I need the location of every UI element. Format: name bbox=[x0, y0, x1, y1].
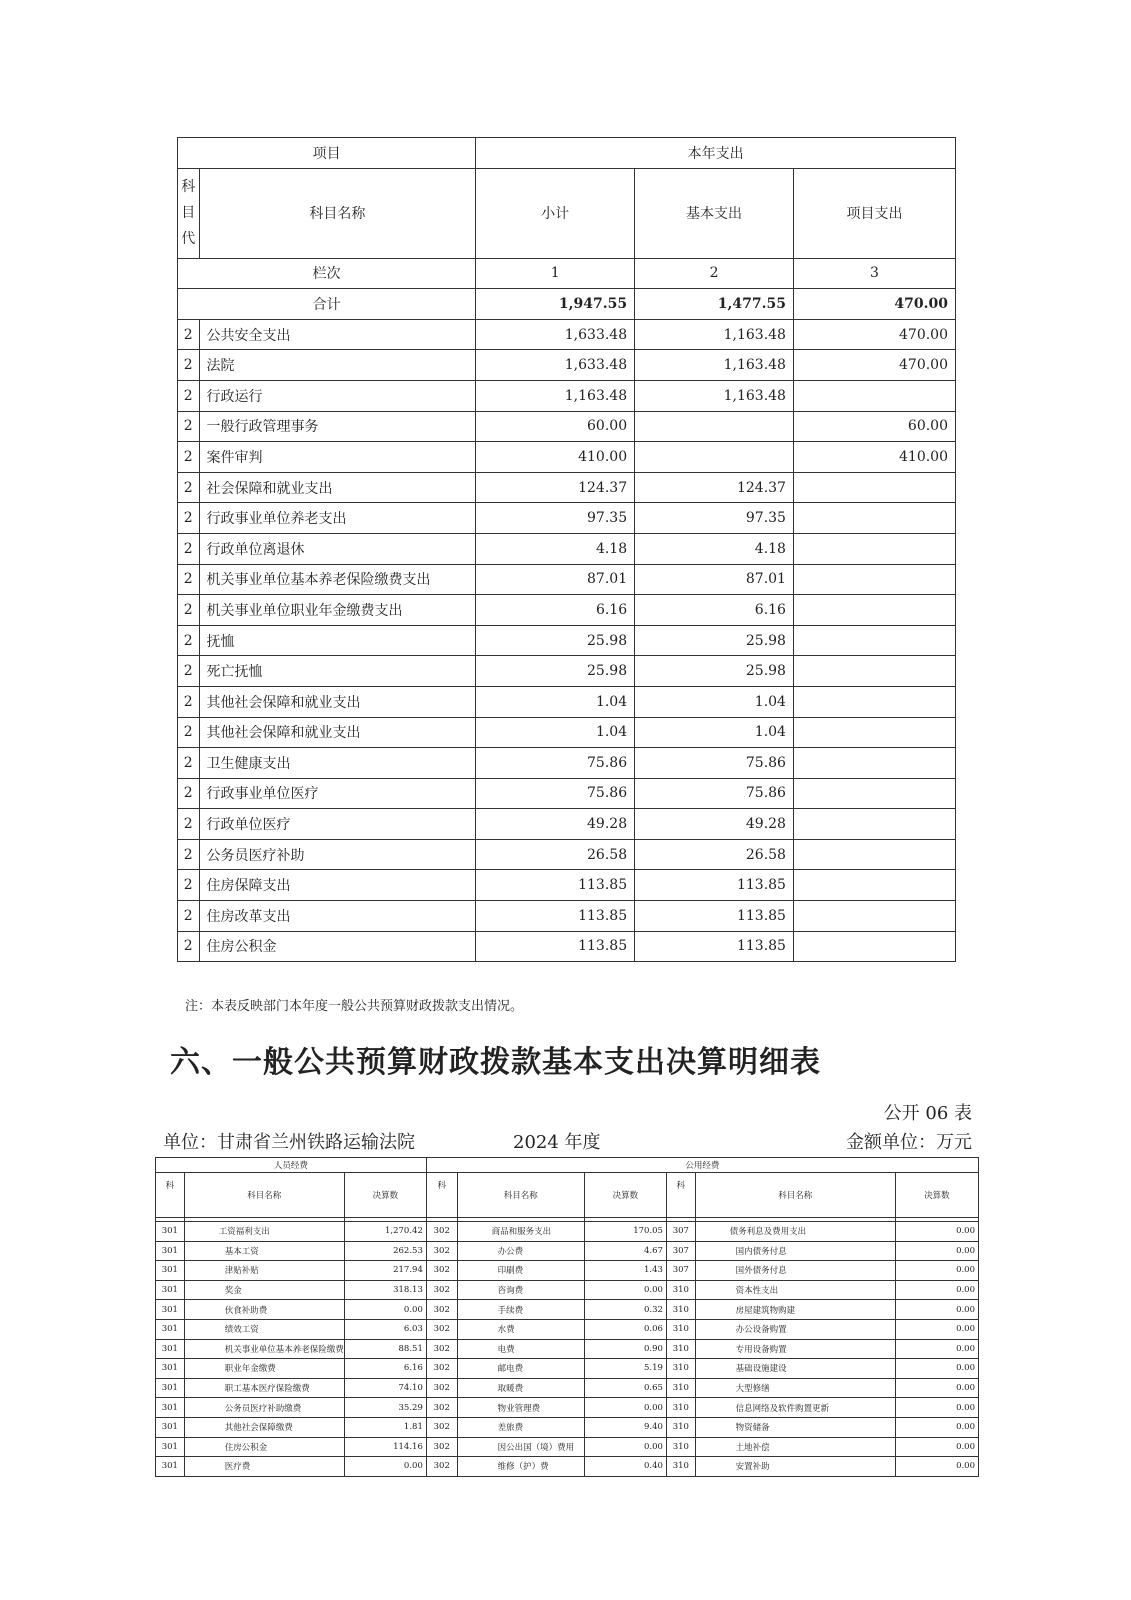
row-subtotal: 113.85 bbox=[476, 870, 635, 901]
row-amount-other: 0.00 bbox=[895, 1359, 978, 1379]
row-code: 2 bbox=[178, 411, 200, 442]
general-budget-expense-table bbox=[177, 137, 956, 962]
total-basic: 1,477.55 bbox=[635, 289, 794, 320]
row-name-goods: 邮电费 bbox=[457, 1359, 584, 1379]
row-code-personnel: 301 bbox=[156, 1398, 185, 1418]
column-index-label: 栏次 bbox=[178, 258, 476, 289]
row-subtotal: 4.18 bbox=[476, 533, 635, 564]
table-row bbox=[178, 380, 956, 411]
row-name-personnel: 其他社会保障缴费 bbox=[184, 1417, 344, 1437]
column-index-1: 1 bbox=[476, 258, 635, 289]
row-name-goods: 取暖费 bbox=[457, 1378, 584, 1398]
row-code: 2 bbox=[178, 350, 200, 381]
row-code: 2 bbox=[178, 717, 200, 748]
basic-expense-detail-table bbox=[155, 1157, 979, 1477]
header-subject-code: 科 目 代 bbox=[178, 168, 200, 258]
row-name-personnel: 津贴补贴 bbox=[184, 1261, 344, 1281]
row-amount-other: 0.00 bbox=[895, 1300, 978, 1320]
row-amount-goods: 4.67 bbox=[584, 1241, 666, 1261]
header-personnel: 人员经费 bbox=[156, 1158, 427, 1173]
row-project bbox=[793, 839, 955, 870]
row-project bbox=[793, 778, 955, 809]
row-code: 2 bbox=[178, 778, 200, 809]
row-code-goods: 302 bbox=[426, 1280, 457, 1300]
row-name-other: 办公设备购置 bbox=[695, 1319, 895, 1339]
row-basic: 1.04 bbox=[635, 686, 794, 717]
row-project bbox=[793, 656, 955, 687]
row-project bbox=[793, 595, 955, 626]
row-subject-name: 机关事业单位职业年金缴费支出 bbox=[199, 595, 476, 626]
row-amount-personnel: 217.94 bbox=[344, 1261, 426, 1281]
total-row bbox=[178, 289, 956, 320]
row-code-other: 310 bbox=[666, 1280, 695, 1300]
row-subtotal: 113.85 bbox=[476, 931, 635, 962]
row-basic: 25.98 bbox=[635, 656, 794, 687]
row-amount-goods: 0.90 bbox=[584, 1339, 666, 1359]
row-code: 2 bbox=[178, 931, 200, 962]
row-name-goods: 咨询费 bbox=[457, 1280, 584, 1300]
row-amount-goods: 0.06 bbox=[584, 1319, 666, 1339]
row-project: 410.00 bbox=[793, 442, 955, 473]
row-code: 2 bbox=[178, 380, 200, 411]
row-name-goods: 电费 bbox=[457, 1339, 584, 1359]
row-basic: 1,163.48 bbox=[635, 380, 794, 411]
row-code-other: 310 bbox=[666, 1300, 695, 1320]
total-project: 470.00 bbox=[793, 289, 955, 320]
row-name-goods: 因公出国（境）费用 bbox=[457, 1437, 584, 1457]
row-subtotal: 75.86 bbox=[476, 748, 635, 779]
row-name-personnel: 工资福利支出 bbox=[184, 1222, 344, 1242]
row-subtotal: 60.00 bbox=[476, 411, 635, 442]
row-basic: 113.85 bbox=[635, 931, 794, 962]
row-code-other: 310 bbox=[666, 1359, 695, 1379]
row-name-personnel: 住房公积金 bbox=[184, 1437, 344, 1457]
row-code-personnel: 301 bbox=[156, 1417, 185, 1437]
row-name-other: 房屋建筑物购建 bbox=[695, 1300, 895, 1320]
table-row bbox=[178, 778, 956, 809]
header-project-expense: 项目支出 bbox=[793, 168, 955, 258]
row-amount-other: 0.00 bbox=[895, 1319, 978, 1339]
row-code: 2 bbox=[178, 686, 200, 717]
row-name-goods: 差旅费 bbox=[457, 1417, 584, 1437]
row-subject-name: 其他社会保障和就业支出 bbox=[199, 717, 476, 748]
table-row bbox=[178, 503, 956, 534]
row-subject-name: 抚恤 bbox=[199, 625, 476, 656]
unit-name: 单位：甘肃省兰州铁路运输法院 bbox=[163, 1132, 415, 1153]
row-subject-name: 住房保障支出 bbox=[199, 870, 476, 901]
row-subject-name: 法院 bbox=[199, 350, 476, 381]
row-project bbox=[793, 472, 955, 503]
row-code-other: 307 bbox=[666, 1241, 695, 1261]
row-subject-name: 行政单位医疗 bbox=[199, 809, 476, 840]
row-code-goods: 302 bbox=[426, 1457, 457, 1477]
table-row bbox=[156, 1398, 979, 1418]
table-row bbox=[156, 1261, 979, 1281]
row-code-goods: 302 bbox=[426, 1319, 457, 1339]
row-amount-goods: 170.05 bbox=[584, 1222, 666, 1242]
row-name-other: 基础设施建设 bbox=[695, 1359, 895, 1379]
table-row bbox=[178, 686, 956, 717]
row-subtotal: 1.04 bbox=[476, 717, 635, 748]
row-amount-personnel: 6.03 bbox=[344, 1319, 426, 1339]
table-row bbox=[178, 595, 956, 626]
row-code-personnel: 301 bbox=[156, 1319, 185, 1339]
table-row bbox=[178, 564, 956, 595]
row-amount-personnel: 88.51 bbox=[344, 1339, 426, 1359]
header-subtotal: 小计 bbox=[476, 168, 635, 258]
row-code: 2 bbox=[178, 870, 200, 901]
row-code-goods: 302 bbox=[426, 1222, 457, 1242]
row-amount-personnel: 1,270.42 bbox=[344, 1222, 426, 1242]
header-project: 项目 bbox=[178, 138, 476, 169]
row-basic: 75.86 bbox=[635, 748, 794, 779]
row-name-other: 资本性支出 bbox=[695, 1280, 895, 1300]
row-name-personnel: 职业年金缴费 bbox=[184, 1359, 344, 1379]
amount-unit: 金额单位：万元 bbox=[846, 1132, 972, 1153]
row-code-personnel: 301 bbox=[156, 1241, 185, 1261]
row-amount-goods: 0.00 bbox=[584, 1280, 666, 1300]
header-code-3: 科 bbox=[666, 1173, 695, 1218]
row-project bbox=[793, 533, 955, 564]
table-row bbox=[156, 1378, 979, 1398]
row-project bbox=[793, 870, 955, 901]
table-row bbox=[178, 748, 956, 779]
row-project: 60.00 bbox=[793, 411, 955, 442]
row-subtotal: 1,633.48 bbox=[476, 319, 635, 350]
row-code-goods: 302 bbox=[426, 1359, 457, 1379]
row-name-goods: 办公费 bbox=[457, 1241, 584, 1261]
row-subject-name: 案件审判 bbox=[199, 442, 476, 473]
row-name-personnel: 奖金 bbox=[184, 1280, 344, 1300]
table-row bbox=[156, 1437, 979, 1457]
row-subject-name: 住房公积金 bbox=[199, 931, 476, 962]
row-subject-name: 社会保障和就业支出 bbox=[199, 472, 476, 503]
header-name-3: 科目名称 bbox=[695, 1173, 895, 1218]
row-code-other: 307 bbox=[666, 1222, 695, 1242]
row-code: 2 bbox=[178, 839, 200, 870]
row-code: 2 bbox=[178, 748, 200, 779]
table-row bbox=[178, 717, 956, 748]
table-row bbox=[178, 533, 956, 564]
table-row bbox=[156, 1241, 979, 1261]
row-basic: 1,163.48 bbox=[635, 350, 794, 381]
row-amount-other: 0.00 bbox=[895, 1222, 978, 1242]
total-label: 合计 bbox=[178, 289, 476, 320]
table-row bbox=[178, 656, 956, 687]
row-name-personnel: 医疗费 bbox=[184, 1457, 344, 1477]
column-index-3: 3 bbox=[793, 258, 955, 289]
row-amount-goods: 0.65 bbox=[584, 1378, 666, 1398]
row-code-other: 310 bbox=[666, 1398, 695, 1418]
table-row bbox=[178, 931, 956, 962]
row-name-other: 物资储备 bbox=[695, 1417, 895, 1437]
table-row bbox=[178, 350, 956, 381]
table-row bbox=[178, 839, 956, 870]
header-amount-1: 决算数 bbox=[344, 1173, 426, 1218]
header-code-1: 科 bbox=[156, 1173, 185, 1218]
row-name-personnel: 基本工资 bbox=[184, 1241, 344, 1261]
row-subject-name: 机关事业单位基本养老保险缴费支出 bbox=[199, 564, 476, 595]
row-project bbox=[793, 625, 955, 656]
row-subtotal: 49.28 bbox=[476, 809, 635, 840]
row-amount-personnel: 74.10 bbox=[344, 1378, 426, 1398]
header-code-2: 科 bbox=[426, 1173, 457, 1218]
row-amount-other: 0.00 bbox=[895, 1378, 978, 1398]
row-project bbox=[793, 931, 955, 962]
row-name-other: 专用设备购置 bbox=[695, 1339, 895, 1359]
row-amount-other: 0.00 bbox=[895, 1457, 978, 1477]
row-code-personnel: 301 bbox=[156, 1437, 185, 1457]
row-basic: 124.37 bbox=[635, 472, 794, 503]
row-amount-goods: 0.00 bbox=[584, 1437, 666, 1457]
row-code-personnel: 301 bbox=[156, 1359, 185, 1379]
row-subject-name: 死亡抚恤 bbox=[199, 656, 476, 687]
row-amount-goods: 1.43 bbox=[584, 1261, 666, 1281]
row-amount-personnel: 1.81 bbox=[344, 1417, 426, 1437]
row-name-personnel: 机关事业单位基本养老保险缴费 bbox=[184, 1339, 344, 1359]
row-code-goods: 302 bbox=[426, 1241, 457, 1261]
row-name-goods: 物业管理费 bbox=[457, 1398, 584, 1418]
table-row bbox=[156, 1359, 979, 1379]
row-code-goods: 302 bbox=[426, 1339, 457, 1359]
row-basic bbox=[635, 442, 794, 473]
row-name-personnel: 绩效工资 bbox=[184, 1319, 344, 1339]
row-subject-name: 公共安全支出 bbox=[199, 319, 476, 350]
row-code-other: 307 bbox=[666, 1261, 695, 1281]
fiscal-year: 2024 年度 bbox=[513, 1132, 601, 1153]
row-subtotal: 1,163.48 bbox=[476, 380, 635, 411]
row-code-other: 310 bbox=[666, 1457, 695, 1477]
table-row bbox=[178, 472, 956, 503]
row-name-goods: 印刷费 bbox=[457, 1261, 584, 1281]
row-amount-other: 0.00 bbox=[895, 1339, 978, 1359]
table-row bbox=[156, 1319, 979, 1339]
row-project bbox=[793, 503, 955, 534]
row-subtotal: 25.98 bbox=[476, 625, 635, 656]
row-basic: 1.04 bbox=[635, 717, 794, 748]
row-code: 2 bbox=[178, 503, 200, 534]
row-basic: 113.85 bbox=[635, 901, 794, 932]
table-row bbox=[156, 1339, 979, 1359]
row-code: 2 bbox=[178, 656, 200, 687]
row-name-personnel: 伙食补助费 bbox=[184, 1300, 344, 1320]
row-name-goods: 手续费 bbox=[457, 1300, 584, 1320]
table-row bbox=[156, 1300, 979, 1320]
row-subject-name: 行政事业单位养老支出 bbox=[199, 503, 476, 534]
row-subject-name: 住房改革支出 bbox=[199, 901, 476, 932]
table-row bbox=[156, 1222, 979, 1242]
row-basic: 75.86 bbox=[635, 778, 794, 809]
row-code: 2 bbox=[178, 472, 200, 503]
row-subject-name: 行政事业单位医疗 bbox=[199, 778, 476, 809]
row-subtotal: 87.01 bbox=[476, 564, 635, 595]
header-amount-3: 决算数 bbox=[895, 1173, 978, 1218]
row-code-personnel: 301 bbox=[156, 1261, 185, 1281]
table-row bbox=[156, 1417, 979, 1437]
row-subject-name: 一般行政管理事务 bbox=[199, 411, 476, 442]
row-subtotal: 113.85 bbox=[476, 901, 635, 932]
row-basic bbox=[635, 411, 794, 442]
row-basic: 25.98 bbox=[635, 625, 794, 656]
row-basic: 113.85 bbox=[635, 870, 794, 901]
row-subject-name: 卫生健康支出 bbox=[199, 748, 476, 779]
row-subtotal: 6.16 bbox=[476, 595, 635, 626]
row-code-goods: 302 bbox=[426, 1300, 457, 1320]
row-code: 2 bbox=[178, 625, 200, 656]
row-code-other: 310 bbox=[666, 1437, 695, 1457]
row-basic: 4.18 bbox=[635, 533, 794, 564]
row-amount-other: 0.00 bbox=[895, 1241, 978, 1261]
unit-line bbox=[163, 1128, 972, 1154]
row-amount-goods: 0.32 bbox=[584, 1300, 666, 1320]
row-code: 2 bbox=[178, 901, 200, 932]
row-amount-personnel: 0.00 bbox=[344, 1457, 426, 1477]
row-code-goods: 302 bbox=[426, 1398, 457, 1418]
table-row bbox=[178, 870, 956, 901]
row-name-goods: 商品和服务支出 bbox=[457, 1222, 584, 1242]
row-amount-personnel: 0.00 bbox=[344, 1300, 426, 1320]
table-row bbox=[178, 625, 956, 656]
row-code-personnel: 301 bbox=[156, 1300, 185, 1320]
row-code-other: 310 bbox=[666, 1417, 695, 1437]
row-name-other: 国内债务付息 bbox=[695, 1241, 895, 1261]
row-subject-name: 行政单位离退休 bbox=[199, 533, 476, 564]
table-row bbox=[156, 1457, 979, 1477]
row-project bbox=[793, 901, 955, 932]
row-basic: 87.01 bbox=[635, 564, 794, 595]
row-name-other: 信息网络及软件购置更新 bbox=[695, 1398, 895, 1418]
row-subject-name: 其他社会保障和就业支出 bbox=[199, 686, 476, 717]
row-subtotal: 1,633.48 bbox=[476, 350, 635, 381]
row-project bbox=[793, 717, 955, 748]
row-name-other: 大型修缮 bbox=[695, 1378, 895, 1398]
row-project bbox=[793, 380, 955, 411]
row-basic: 97.35 bbox=[635, 503, 794, 534]
section-title: 六、一般公共预算财政拨款基本支出决算明细表 bbox=[170, 1045, 821, 1080]
row-subtotal: 410.00 bbox=[476, 442, 635, 473]
row-code-goods: 302 bbox=[426, 1417, 457, 1437]
row-subtotal: 75.86 bbox=[476, 778, 635, 809]
row-code-personnel: 301 bbox=[156, 1222, 185, 1242]
row-amount-other: 0.00 bbox=[895, 1280, 978, 1300]
row-subtotal: 1.04 bbox=[476, 686, 635, 717]
table-note: 注：本表反映部门本年度一般公共预算财政拨款支出情况。 bbox=[185, 999, 524, 1014]
row-code-other: 310 bbox=[666, 1319, 695, 1339]
table-row bbox=[178, 411, 956, 442]
row-amount-other: 0.00 bbox=[895, 1437, 978, 1457]
row-project bbox=[793, 748, 955, 779]
row-amount-other: 0.00 bbox=[895, 1261, 978, 1281]
row-amount-other: 0.00 bbox=[895, 1398, 978, 1418]
row-code-other: 310 bbox=[666, 1378, 695, 1398]
column-index-2: 2 bbox=[635, 258, 794, 289]
row-subject-name: 行政运行 bbox=[199, 380, 476, 411]
row-code-goods: 302 bbox=[426, 1437, 457, 1457]
table-row bbox=[178, 442, 956, 473]
row-code-other: 310 bbox=[666, 1339, 695, 1359]
row-amount-other: 0.00 bbox=[895, 1417, 978, 1437]
row-subtotal: 25.98 bbox=[476, 656, 635, 687]
table-number: 公开 06 表 bbox=[883, 1103, 972, 1124]
row-amount-goods: 9.40 bbox=[584, 1417, 666, 1437]
row-amount-goods: 5.19 bbox=[584, 1359, 666, 1379]
row-subject-name: 公务员医疗补助 bbox=[199, 839, 476, 870]
row-amount-goods: 0.40 bbox=[584, 1457, 666, 1477]
header-annual-expense: 本年支出 bbox=[476, 138, 956, 169]
row-amount-personnel: 318.13 bbox=[344, 1280, 426, 1300]
row-basic: 6.16 bbox=[635, 595, 794, 626]
row-name-other: 土地补偿 bbox=[695, 1437, 895, 1457]
row-project: 470.00 bbox=[793, 319, 955, 350]
row-name-goods: 水费 bbox=[457, 1319, 584, 1339]
row-subtotal: 97.35 bbox=[476, 503, 635, 534]
row-amount-personnel: 114.16 bbox=[344, 1437, 426, 1457]
table-row bbox=[178, 901, 956, 932]
row-basic: 1,163.48 bbox=[635, 319, 794, 350]
row-code-personnel: 301 bbox=[156, 1339, 185, 1359]
row-name-other: 国外债务付息 bbox=[695, 1261, 895, 1281]
row-project bbox=[793, 686, 955, 717]
row-name-personnel: 职工基本医疗保险缴费 bbox=[184, 1378, 344, 1398]
header-amount-2: 决算数 bbox=[584, 1173, 666, 1218]
row-code-goods: 302 bbox=[426, 1378, 457, 1398]
row-name-other: 安置补助 bbox=[695, 1457, 895, 1477]
row-code-goods: 302 bbox=[426, 1261, 457, 1281]
row-amount-personnel: 35.29 bbox=[344, 1398, 426, 1418]
row-code: 2 bbox=[178, 319, 200, 350]
total-subtotal: 1,947.55 bbox=[476, 289, 635, 320]
row-name-goods: 维修（护）费 bbox=[457, 1457, 584, 1477]
row-code: 2 bbox=[178, 533, 200, 564]
table-row bbox=[178, 809, 956, 840]
row-code-personnel: 301 bbox=[156, 1457, 185, 1477]
row-code: 2 bbox=[178, 564, 200, 595]
row-subtotal: 124.37 bbox=[476, 472, 635, 503]
row-code-personnel: 301 bbox=[156, 1280, 185, 1300]
table-row bbox=[156, 1280, 979, 1300]
row-name-other: 债务利息及费用支出 bbox=[695, 1222, 895, 1242]
row-project bbox=[793, 809, 955, 840]
header-name-2: 科目名称 bbox=[457, 1173, 584, 1218]
row-basic: 26.58 bbox=[635, 839, 794, 870]
row-amount-personnel: 6.16 bbox=[344, 1359, 426, 1379]
row-amount-goods: 0.00 bbox=[584, 1398, 666, 1418]
row-project: 470.00 bbox=[793, 350, 955, 381]
table-row bbox=[178, 319, 956, 350]
row-subtotal: 26.58 bbox=[476, 839, 635, 870]
header-name-1: 科目名称 bbox=[184, 1173, 344, 1218]
row-code: 2 bbox=[178, 809, 200, 840]
header-basic: 基本支出 bbox=[635, 168, 794, 258]
row-code: 2 bbox=[178, 442, 200, 473]
row-project bbox=[793, 564, 955, 595]
row-basic: 49.28 bbox=[635, 809, 794, 840]
row-name-personnel: 公务员医疗补助缴费 bbox=[184, 1398, 344, 1418]
row-amount-personnel: 262.53 bbox=[344, 1241, 426, 1261]
row-code-personnel: 301 bbox=[156, 1378, 185, 1398]
header-public: 公用经费 bbox=[426, 1158, 978, 1173]
header-subject-name: 科目名称 bbox=[199, 168, 476, 258]
row-code: 2 bbox=[178, 595, 200, 626]
